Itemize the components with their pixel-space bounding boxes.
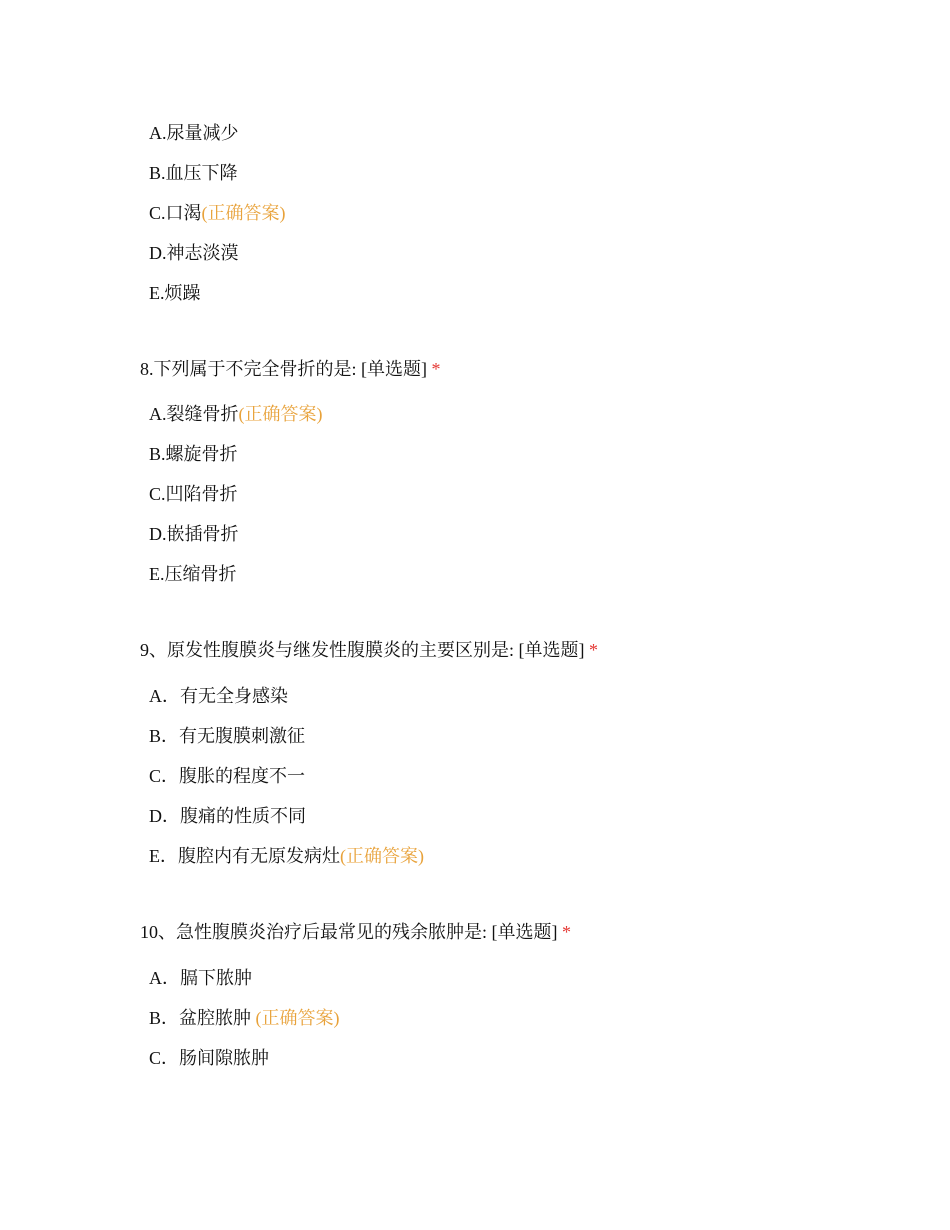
q8-option-e — [149, 562, 237, 586]
correct-answer-tag: (正确答案) — [255, 1008, 340, 1028]
q7-option-b — [149, 161, 238, 185]
option-text: E．腹腔内有无原发病灶 — [149, 846, 340, 866]
q7-option-e — [149, 281, 201, 305]
q8-option-a — [149, 402, 323, 426]
q9-option-d — [149, 804, 306, 828]
correct-answer-tag: (正确答案) — [340, 846, 424, 866]
option-text: B.血压下降 — [149, 163, 238, 183]
option-text: B.螺旋骨折 — [149, 444, 238, 464]
q8-option-d — [149, 522, 239, 546]
q9-option-b — [149, 724, 305, 748]
option-text: A.尿量减少 — [149, 123, 239, 143]
q10-title — [140, 920, 571, 944]
option-text: E.烦躁 — [149, 283, 201, 303]
q8-option-c — [149, 482, 238, 506]
question-text: 9、原发性腹膜炎与继发性腹膜炎的主要区别是: [单选题] — [140, 640, 585, 660]
option-text: A．膈下脓肿 — [149, 968, 252, 988]
q10-option-a — [149, 966, 252, 990]
correct-answer-tag: (正确答案) — [238, 404, 323, 424]
option-text: B．有无腹膜刺激征 — [149, 726, 306, 746]
option-text: C．腹胀的程度不一 — [149, 766, 306, 786]
option-text: A．有无全身感染 — [149, 686, 288, 706]
option-text: D.神志淡漠 — [149, 243, 239, 263]
question-text: 8.下列属于不完全骨折的是: [单选题] — [140, 359, 427, 379]
correct-answer-tag: (正确答案) — [201, 203, 286, 223]
required-marker: * — [431, 359, 441, 379]
q9-option-c — [149, 764, 305, 788]
option-text: E.压缩骨折 — [149, 564, 237, 584]
q7-option-a — [149, 121, 239, 145]
option-text: C．肠间隙脓肿 — [149, 1048, 270, 1068]
option-text: D.嵌插骨折 — [149, 524, 239, 544]
q7-option-c — [149, 201, 286, 225]
q9-option-e — [149, 844, 424, 868]
option-text: C.凹陷骨折 — [149, 484, 238, 504]
option-text: D．腹痛的性质不同 — [149, 806, 306, 826]
option-text: A.裂缝骨折 — [149, 404, 239, 424]
q10-option-c — [149, 1046, 269, 1070]
q8-option-b — [149, 442, 238, 466]
q9-option-a — [149, 684, 288, 708]
q9-title — [140, 638, 598, 662]
required-marker: * — [562, 922, 571, 942]
option-text: B．盆腔脓肿 — [149, 1008, 256, 1028]
question-text: 10、急性腹膜炎治疗后最常见的残余脓肿是: [单选题] — [140, 922, 558, 942]
q10-option-b — [149, 1006, 340, 1030]
q7-option-d — [149, 241, 239, 265]
q8-title — [140, 357, 441, 381]
option-text: C.口渴 — [149, 203, 202, 223]
required-marker: * — [589, 640, 598, 660]
